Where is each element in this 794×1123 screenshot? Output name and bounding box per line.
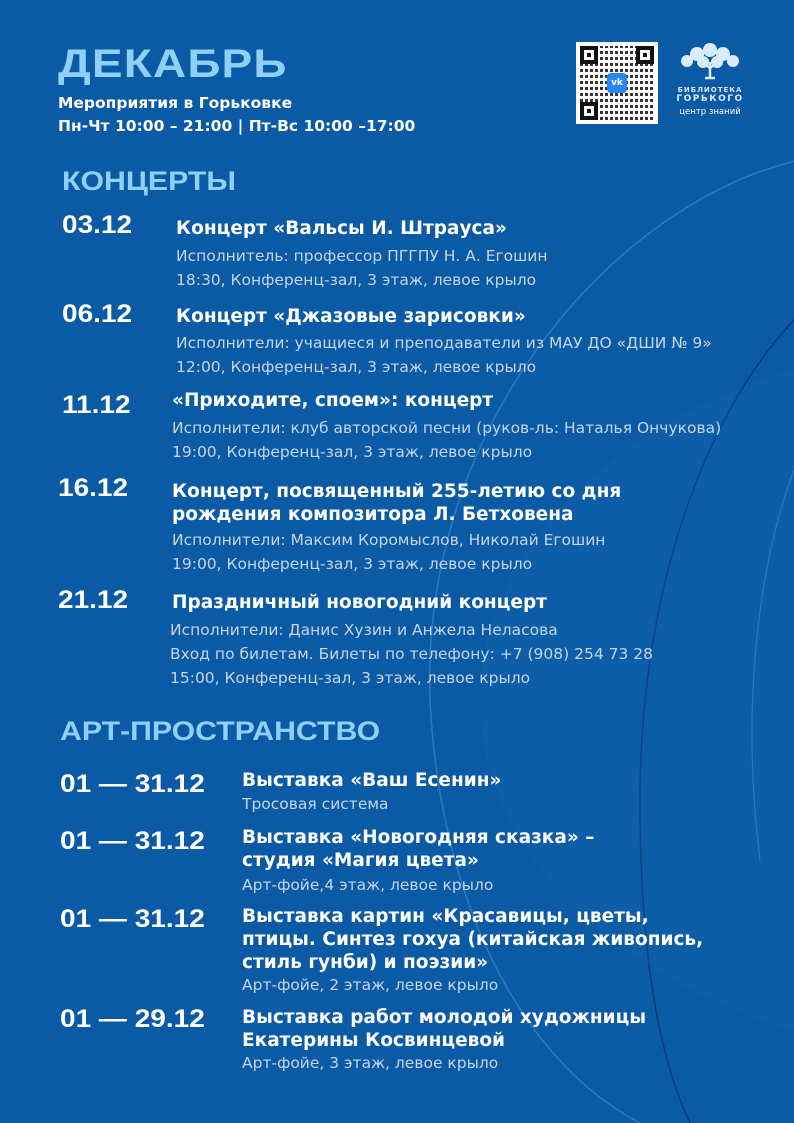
event-date: 01 — 31.12 xyxy=(60,770,205,798)
event-date: 01 — 31.12 xyxy=(60,827,205,855)
qr-code[interactable] xyxy=(576,42,658,124)
event-date: 11.12 xyxy=(62,391,131,419)
event-title: Выставка работ молодой художницы xyxy=(242,1007,647,1028)
event-title: Праздничный новогодний концерт xyxy=(172,592,547,613)
event-info: Арт-фойе, 2 этаж, левое крыло xyxy=(242,976,499,994)
event-info: Исполнители: Данис Хузин и Анжела Неласова xyxy=(170,621,558,639)
event-info: Исполнители: учащиеся и преподаватели из МАУ ДО «ДШИ № 9» xyxy=(176,334,712,352)
event-info: Исполнители: клуб авторской песни (руков-ль: Наталья Ончукова) xyxy=(172,419,722,437)
tree-icon xyxy=(675,40,745,82)
event-title: птицы. Синтез гохуа (китайская живопись, xyxy=(242,929,704,950)
event-title: Концерт «Вальсы И. Штрауса» xyxy=(176,218,507,239)
event-title: Выставка «Ваш Есенин» xyxy=(242,770,502,791)
section-heading-concerts: КОНЦЕРТЫ xyxy=(62,166,236,196)
event-info: Вход по билетам. Билеты по телефону: +7 (908) 254 73 28 xyxy=(170,645,653,663)
event-date: 01 — 31.12 xyxy=(60,905,205,933)
event-title: Выставка картин «Красавицы, цветы, xyxy=(242,906,649,927)
event-info: Исполнители: Максим Коромыслов, Николай Егошин xyxy=(172,531,606,549)
opening-hours: Пн-Чт 10:00 – 21:00 | Пт-Вс 10:00 –17:00 xyxy=(58,117,416,135)
event-title: Екатерины Косвинцевой xyxy=(242,1030,505,1051)
event-info: Арт-фойе,4 этаж, левое крыло xyxy=(242,876,494,894)
event-info: 12:00, Конференц-зал, 3 этаж, левое крыло xyxy=(176,358,537,376)
logo-line1: БИБЛИОТЕКА xyxy=(677,86,743,94)
event-date: 16.12 xyxy=(58,474,129,502)
event-info: Арт-фойе, 3 этаж, левое крыло xyxy=(242,1054,499,1072)
event-date: 06.12 xyxy=(62,300,133,328)
event-date: 01 — 29.12 xyxy=(60,1005,205,1033)
event-date: 21.12 xyxy=(58,586,129,614)
event-title: Концерт, посвященный 255-летию со дня xyxy=(172,481,622,502)
logo-tagline: центр знаний xyxy=(679,107,741,117)
event-title: рождения композитора Л. Бетховена xyxy=(172,504,574,525)
event-date: 03.12 xyxy=(62,211,133,239)
library-logo xyxy=(672,40,748,117)
event-title: «Приходите, споем»: концерт xyxy=(172,390,494,411)
event-info: Исполнитель: профессор ПГГПУ Н. А. Егошин xyxy=(176,247,548,265)
event-title: Выставка «Новогодняя сказка» – xyxy=(242,827,595,848)
event-info: 15:00, Конференц-зал, 3 этаж, левое крыло xyxy=(170,669,531,687)
event-title: студия «Магия цвета» xyxy=(242,850,479,871)
section-heading-art: АРТ-ПРОСТРАНСТВО xyxy=(60,716,381,746)
page-title: ДЕКАБРЬ xyxy=(58,42,288,86)
logo-line2: ГОРЬКОГО xyxy=(676,94,744,104)
event-info: Тросовая система xyxy=(242,795,389,813)
event-info: 19:00, Конференц-зал, 3 этаж, левое крыло xyxy=(172,555,533,573)
vk-icon: vk xyxy=(607,73,627,93)
event-info: 19:00, Конференц-зал, 3 этаж, левое крыло xyxy=(172,443,533,461)
event-info: 18:30, Конференц-зал, 3 этаж, левое крыло xyxy=(176,271,537,289)
subtitle: Мероприятия в Горьковке xyxy=(58,94,293,112)
event-title: стиль гунби) и поэзии» xyxy=(242,952,489,973)
event-title: Концерт «Джазовые зарисовки» xyxy=(176,306,526,327)
